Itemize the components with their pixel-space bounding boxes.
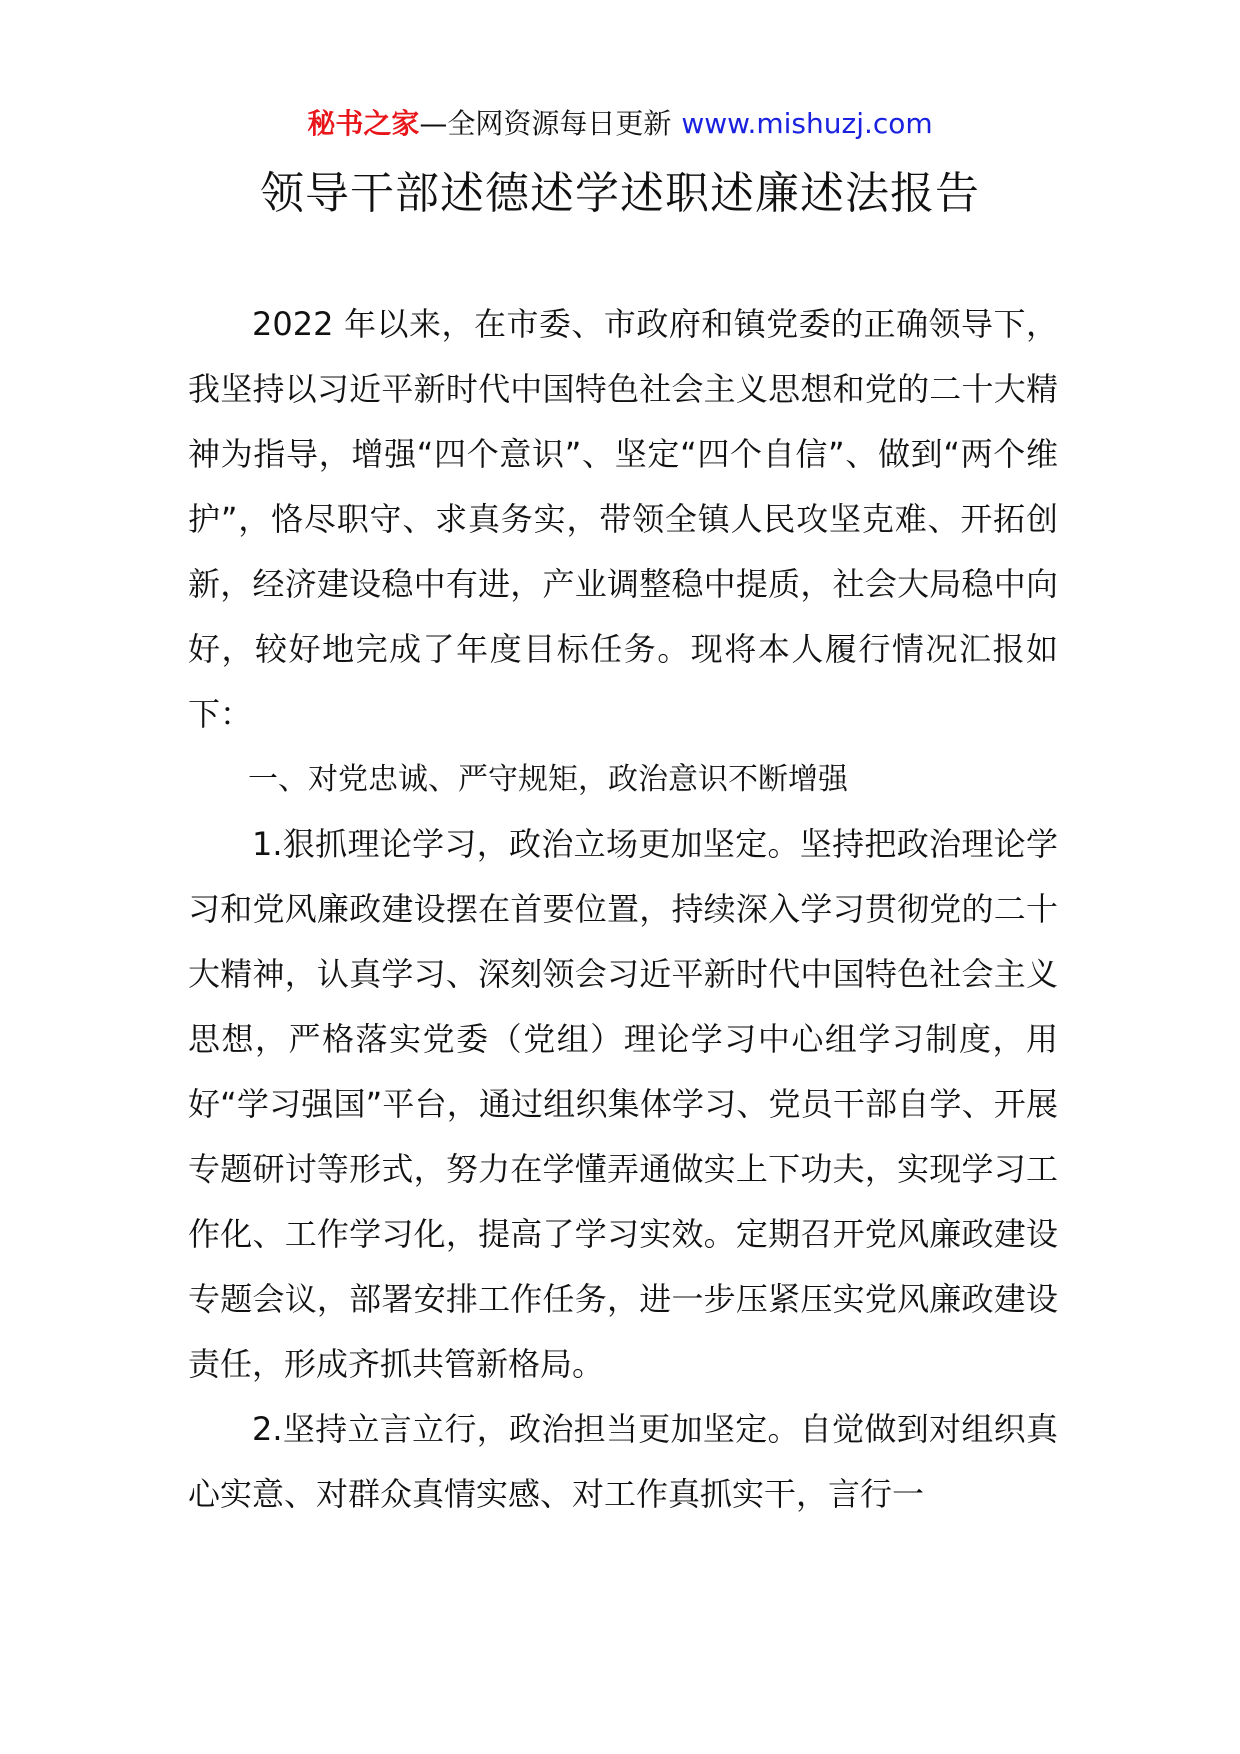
document-body: [188, 292, 1058, 1527]
site-url-link[interactable]: www.mishuzj.com: [681, 107, 933, 140]
site-tagline: —全网资源每日更新: [419, 107, 672, 140]
body-paragraph: 2.坚持立言立行，政治担当更加坚定。自觉做到对组织真心实意、对群众真情实感、对工作真抓实干，言行一: [188, 1410, 1058, 1513]
intro-paragraph: 2022 年以来，在市委、市政府和镇党委的正确领导下，我坚持以习近平新时代中国特色社会主义思想和党的二十大精神为指导，增强“四个意识”、坚定“四个自信”、做到“两个维护”，恪尽职守、求真务实，带领全镇人民攻坚克难、开拓创新，经济建设稳中有进，产业调整稳中提质，社会大局稳中向好，较好地完成了年度目标任务。现将本人履行情况汇报如下：: [188, 305, 1058, 733]
site-brand: 秘书之家: [307, 107, 420, 140]
site-banner: [0, 104, 1240, 144]
section-heading: 一、对党忠诚、严守规矩，政治意识不断增强: [248, 762, 848, 797]
body-paragraph: 1.狠抓理论学习，政治立场更加坚定。坚持把政治理论学习和党风廉政建设摆在首要位置，持续深入学习贯彻党的二十大精神，认真学习、深刻领会习近平新时代中国特色社会主义思想，严格落实党委（党组）理论学习中心组学习制度，用好“学习强国”平台，通过组织集体学习、党员干部自学、开展专题研讨等形式，努力在学懂弄通做实上下功夫，实现学习工作化、工作学习化，提高了学习实效。定期召开党风廉政建设专题会议，部署安排工作任务，进一步压紧压实党风廉政建设责任，形成齐抓共管新格局。: [188, 825, 1058, 1383]
document-title: 领导干部述德述学述职述廉述法报告: [260, 168, 980, 219]
